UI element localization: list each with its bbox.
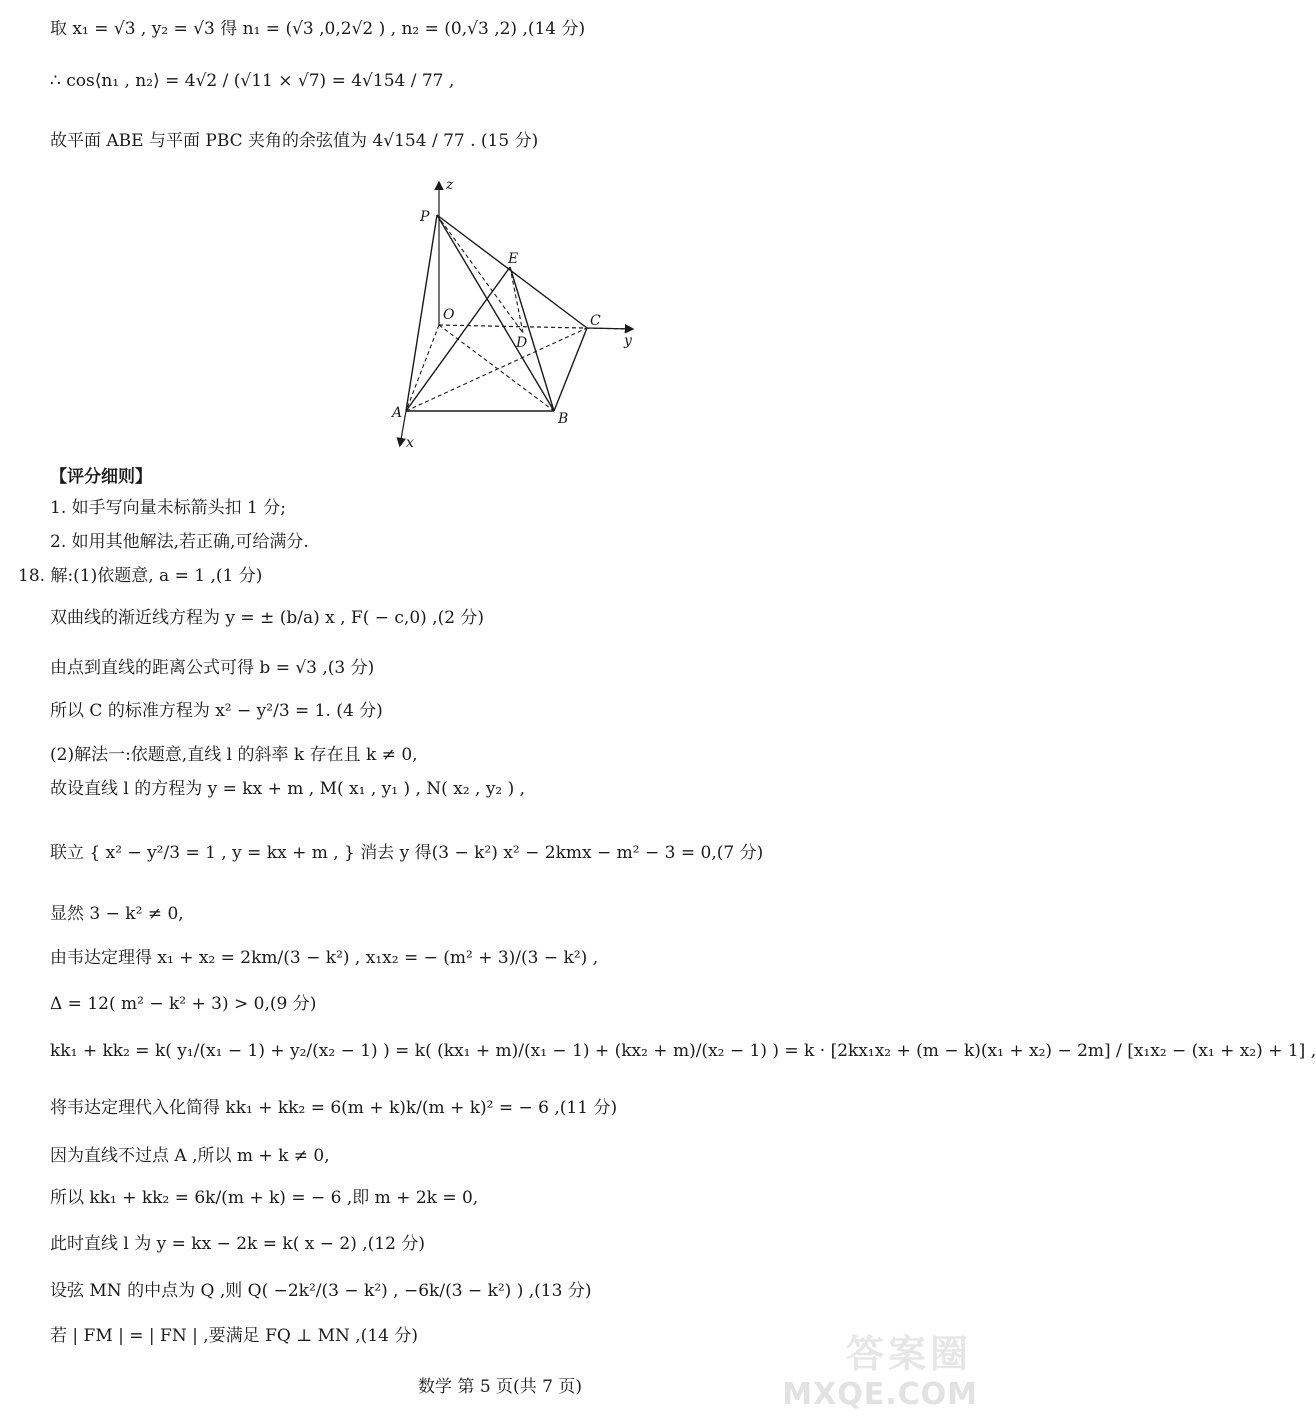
text-line: 故平面 ABE 与平面 PBC 夹角的余弦值为 4√154 / 77 . (15 分)	[50, 131, 539, 151]
text-line: (2)解法一:依题意,直线 l 的斜率 k 存在且 k ≠ 0,	[50, 745, 418, 765]
watermark-cn: 答案圈	[845, 1332, 972, 1376]
text-line: 设弦 MN 的中点为 Q ,则 Q( −2k²/(3 − k²) , −6k/(3 − k²) ) ,(13 分)	[50, 1281, 592, 1301]
label-E: E	[508, 251, 519, 267]
text-line: 由点到直线的距离公式可得 b = √3 ,(3 分)	[50, 658, 375, 678]
text-line: 因为直线不过点 A ,所以 m + k ≠ 0,	[50, 1146, 330, 1166]
watermark-en: MXQE.COM	[782, 1377, 978, 1412]
label-D: D	[516, 335, 528, 351]
text-line: ∴ cos⟨n₁ , n₂⟩ = 4√2 / (√11 × √7) = 4√154 / 77 ,	[50, 71, 455, 91]
text-line: 所以 kk₁ + kk₂ = 6k/(m + k) = − 6 ,即 m + 2k = 0,	[50, 1188, 479, 1208]
text-line: 1. 如手写向量未标箭头扣 1 分;	[50, 498, 286, 518]
text-line: 此时直线 l 为 y = kx − 2k = k( x − 2) ,(12 分)	[50, 1234, 425, 1254]
label-z: z	[446, 177, 454, 193]
label-A: A	[392, 405, 403, 421]
label-O: O	[443, 307, 455, 323]
text-line: 【评分细则】	[50, 467, 152, 487]
text-line: 2. 如用其他解法,若正确,可给满分.	[50, 532, 309, 552]
text-line: 将韦达定理代入化简得 kk₁ + kk₂ = 6(m + k)k/(m + k)² = − 6 ,(11 分)	[50, 1098, 618, 1118]
label-C: C	[590, 313, 601, 329]
watermark-logo	[782, 1332, 992, 1418]
text-line: 显然 3 − k² ≠ 0,	[50, 904, 184, 924]
text-line: 双曲线的渐近线方程为 y = ± (b/a) x , F( − c,0) ,(2 分)	[50, 608, 485, 628]
edge-ED	[510, 267, 523, 333]
text-line: 所以 C 的标准方程为 x² − y²/3 = 1. (4 分)	[50, 701, 383, 721]
text-line: Δ = 12( m² − k² + 3) > 0,(9 分)	[50, 994, 317, 1014]
text-line: 由韦达定理得 x₁ + x₂ = 2km/(3 − k²) , x₁x₂ = − (m² + 3)/(3 − k²) ,	[50, 948, 599, 968]
label-B: B	[558, 411, 569, 427]
text-line: 故设直线 l 的方程为 y = kx + m , M( x₁ , y₁ ) , N( x₂ , y₂ ) ,	[50, 779, 526, 799]
geometry-figure	[380, 175, 650, 455]
edge-PB	[437, 215, 554, 411]
text-line: kk₁ + kk₂ = k( y₁/(x₁ − 1) + y₂/(x₂ − 1) ) = k( (kx₁ + m)/(x₁ − 1) + (kx₂ + m)/(x₂ − 1) ) = k · [2kx₁x₂ + (m − k)(x₁ + x₂) − 2m] / [x₁x₂ − (x₁ + x₂) + 1] ,	[50, 1041, 1316, 1061]
text-line: 若 | FM | = | FN | ,要满足 FQ ⊥ MN ,(14 分)	[50, 1326, 418, 1346]
text-line: 18. 解:(1)依题意, a = 1 ,(1 分)	[18, 566, 263, 586]
label-P: P	[420, 209, 430, 225]
label-x: x	[406, 435, 414, 451]
edge-OB	[439, 325, 554, 411]
edge-PA	[406, 215, 437, 411]
text-line: 联立 { x² − y²/3 = 1 , y = kx + m , } 消去 y 得(3 − k²) x² − 2kmx − m² − 3 = 0,(7 分)	[50, 843, 764, 863]
page-footer: 数学 第 5 页(共 7 页)	[418, 1377, 582, 1397]
text-line: 取 x₁ = √3 , y₂ = √3 得 n₁ = (√3 ,0,2√2 ) , n₂ = (0,√3 ,2) ,(14 分)	[50, 19, 586, 39]
label-y: y	[624, 333, 632, 349]
